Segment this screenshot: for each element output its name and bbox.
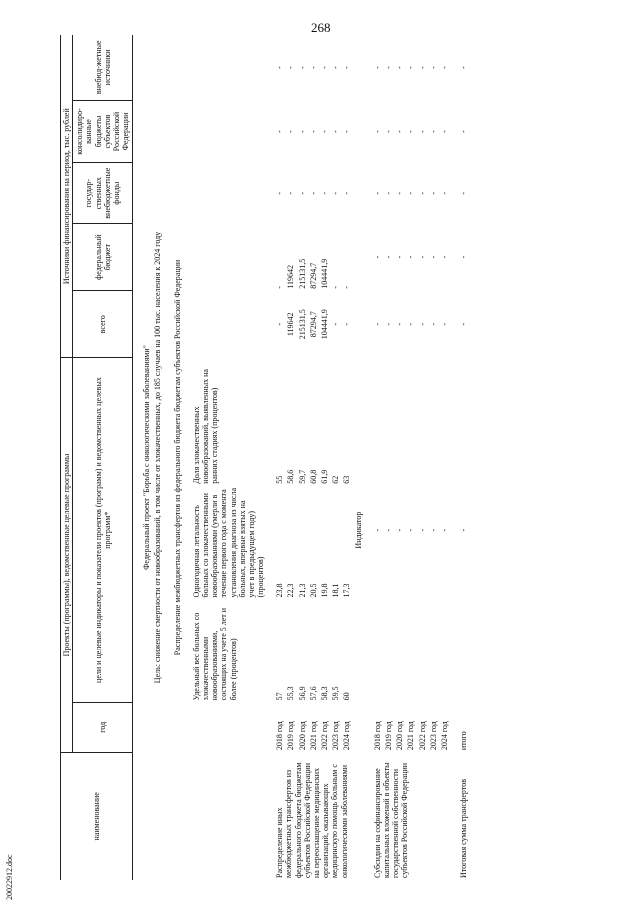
funds-value: - [331, 191, 341, 195]
consolidated-value: - [342, 130, 352, 133]
total-value: - [331, 322, 341, 326]
total-value: 104441,9 [320, 309, 329, 340]
year-cell: 2018 год [372, 721, 382, 751]
indicator-3-value: 63 [342, 475, 352, 484]
year-cell: 2018 год [275, 721, 285, 751]
consolidated-value: - [439, 130, 449, 133]
year-cell: 2022 год [417, 721, 427, 751]
federal-value: - [275, 286, 285, 289]
extra-value: - [342, 66, 352, 69]
extra-value: - [383, 66, 393, 69]
total-value: - [372, 322, 382, 326]
total-value: - [406, 322, 416, 326]
col-header-state-funds: государ-ственных внебюджетные фонды [73, 163, 133, 224]
indicator-value: - [395, 528, 405, 532]
block1-row [274, 35, 285, 880]
funds-value: - [459, 191, 469, 195]
federal-value: - [428, 255, 438, 259]
total-value: - [275, 322, 285, 326]
indicator-header-1: Удельный вес больных со злокачественными новообразованиями, состоящих на учете 5 лет и более (процентов) [191, 607, 238, 701]
extra-value: - [275, 66, 285, 69]
consolidated-value: - [331, 130, 341, 133]
indicator-header-2: Одногодичная летальность больных со злокачественными новообразованиями (умерли в течение первого года с момента установления диагноза из числа больных, впервые взятых на учет в предыдущем году) (процентов) [191, 487, 266, 598]
total-value: 215131,5 [297, 309, 307, 340]
indicator-2-value: 21,3 [297, 583, 307, 598]
indicator-3-value: 58,6 [286, 469, 296, 484]
indicator-3-value: 62 [331, 475, 341, 484]
year-cell: 2020 год [297, 721, 307, 751]
total-value: - [395, 322, 405, 326]
rotated-table-page [60, 35, 640, 880]
year-cell: 2024 год [342, 721, 352, 751]
total-value: - [383, 322, 393, 326]
federal-value: - [372, 255, 382, 259]
extra-value: - [428, 66, 438, 69]
header-sources: Источники финансирования на период, тыс. рублей [61, 35, 73, 358]
year-cell: 2023 год [428, 721, 438, 751]
total-value: 119642 [286, 312, 296, 337]
funds-value: - [286, 191, 296, 195]
indicator-value: - [383, 528, 393, 532]
indicator-1-value: 57,6 [308, 686, 318, 701]
year-cell: 2021 год [406, 721, 416, 751]
funds-value: - [428, 191, 438, 195]
federal-value: - [439, 255, 449, 259]
consolidated-value: - [297, 130, 307, 133]
indicator-value: - [459, 528, 469, 532]
total-row [458, 35, 469, 880]
indicator-2-value: 18,1 [331, 583, 341, 598]
indicator-3-value: 59,7 [297, 469, 307, 484]
indicator-value: - [406, 528, 416, 532]
extra-value: - [395, 66, 405, 69]
funds-value: - [383, 191, 393, 195]
consolidated-value: - [372, 130, 382, 133]
indicator-1-value: 56,9 [297, 686, 307, 701]
consolidated-value: - [320, 130, 329, 133]
funds-value: - [275, 191, 285, 195]
col-header-federal: федеральный бюджет [73, 224, 133, 291]
funds-value: - [342, 191, 352, 195]
indicator-1-value: 60 [342, 692, 352, 701]
footer-area [5, 805, 105, 905]
page-number: 268 [311, 20, 331, 35]
consolidated-value: - [395, 130, 405, 133]
funds-value: - [395, 191, 405, 195]
indicator-2-value: 17,3 [342, 583, 352, 598]
consolidated-value: - [428, 130, 438, 133]
indicator-3-value: 61,9 [320, 469, 329, 484]
total-row-name: Итоговая сумма трансфертов [459, 779, 469, 878]
funds-value: - [308, 191, 318, 195]
financing-table [60, 35, 469, 880]
year-cell: 2019 год [286, 721, 296, 751]
indicator-header-3: Доля злокачественных новообразований, выявленных на ранних стадиях (процентов) [191, 369, 220, 484]
consolidated-value: - [417, 130, 427, 133]
federal-value: 215131,5 [297, 258, 307, 289]
col-header-name: наименование [61, 752, 133, 880]
consolidated-value: - [286, 130, 296, 133]
indicator-2-value: 23,8 [275, 583, 285, 598]
consolidated-value: - [406, 130, 416, 133]
federal-value: - [395, 255, 405, 259]
federal-value: 104441,9 [320, 258, 329, 289]
year-cell: 2023 год [331, 721, 341, 751]
extra-value: - [372, 66, 382, 69]
indicator-2-value: 20,5 [308, 583, 318, 598]
funds-value: - [297, 191, 307, 195]
indicator-3-value: 55 [275, 475, 285, 484]
indicator-value: - [372, 528, 382, 532]
total-value: - [439, 322, 449, 326]
total-value: - [417, 322, 427, 326]
extra-value: - [286, 66, 296, 69]
year-cell: 2020 год [395, 721, 405, 751]
col-header-total: всего [73, 291, 133, 358]
total-value: - [342, 322, 352, 326]
extra-value: - [417, 66, 427, 69]
total-value: 87294,7 [308, 311, 318, 338]
federal-value: - [406, 255, 416, 259]
block2-name: Субсидии на софинансирование капитальных вложений в объекты государственной собственности субъектов Российской Федерации [372, 762, 410, 878]
extra-value: - [320, 66, 329, 69]
indicator-1-value: 55,3 [286, 686, 296, 701]
extra-value: - [308, 66, 318, 69]
project-goal: Цель: снижение смертности от новообразований, в том числе от злокачественных, до 185 случаев на 100 тыс. населения к 2024 году [153, 231, 163, 684]
federal-value: - [383, 255, 393, 259]
col-header-consolidated: консолидиро-ванные бюджеты субъектов Российской Федерации [73, 100, 133, 163]
col-header-goals: цели и целевые индикаторы и показатели проектов (программ) и ведомственных целевых программ* [73, 358, 133, 702]
total-value: - [428, 322, 438, 326]
federal-value: 119642 [286, 265, 296, 289]
block2-row [372, 35, 383, 880]
extra-value: - [439, 66, 449, 69]
total-row-year: итого [459, 731, 469, 751]
funds-value: - [320, 191, 329, 195]
col-header-extra: внебюд-жетные источники [73, 35, 133, 100]
consolidated-value: - [308, 130, 318, 133]
year-cell: 2021 год [308, 721, 318, 751]
funds-value: - [417, 191, 427, 195]
indicator-2-value: 22,3 [286, 583, 296, 598]
consolidated-value: - [275, 130, 285, 133]
indicator-1-value: 58,3 [320, 686, 329, 701]
block1-name: Распределение иных межбюджетных трансфертов из федерального бюджета бюджетам субъектов Российской Федерации на переоснащение медицинских организаций, оказывающих медицинскую помощь больным с онкологическими заболеваниями [275, 762, 349, 878]
funds-value: - [439, 191, 449, 195]
consolidated-value: - [383, 130, 393, 133]
extra-value: - [459, 66, 469, 69]
indicator-value: - [439, 528, 449, 532]
funds-value: - [406, 191, 416, 195]
header-projects: Проекты (программы), ведомственные целевые программы [61, 358, 73, 752]
col-header-year: год [73, 702, 133, 752]
year-cell: 2019 год [383, 721, 393, 751]
consolidated-value: - [459, 130, 469, 133]
indicator-2-value: 19,8 [320, 583, 329, 598]
indicator-1-value: 59,5 [331, 686, 341, 701]
year-cell: 2024 год [439, 721, 449, 751]
year-cell: 2022 год [320, 721, 329, 751]
indicator-1-value: 57 [275, 692, 285, 701]
extra-value: - [331, 66, 341, 69]
indicator-label: Индикатор [353, 511, 363, 549]
indicator-3-value: 60,8 [308, 469, 318, 484]
distribution-title: Распределение межбюджетных трансфертов из федерального бюджета бюджетам субъектов Российской Федерации [172, 259, 182, 656]
federal-value: 87294,7 [308, 262, 318, 289]
total-value: - [459, 322, 469, 326]
federal-value: - [459, 255, 469, 259]
extra-value: - [406, 66, 416, 69]
indicator-value: - [428, 528, 438, 532]
indicator-value: - [417, 528, 427, 532]
extra-value: - [297, 66, 307, 69]
federal-value: - [342, 286, 352, 289]
project-title: Федеральный проект "Борьба с онкологическими заболеваниями" [142, 345, 152, 570]
footer-filename: 20022912.doc [5, 854, 14, 900]
federal-value: - [417, 255, 427, 259]
funds-value: - [372, 191, 382, 195]
federal-value: - [331, 286, 341, 289]
